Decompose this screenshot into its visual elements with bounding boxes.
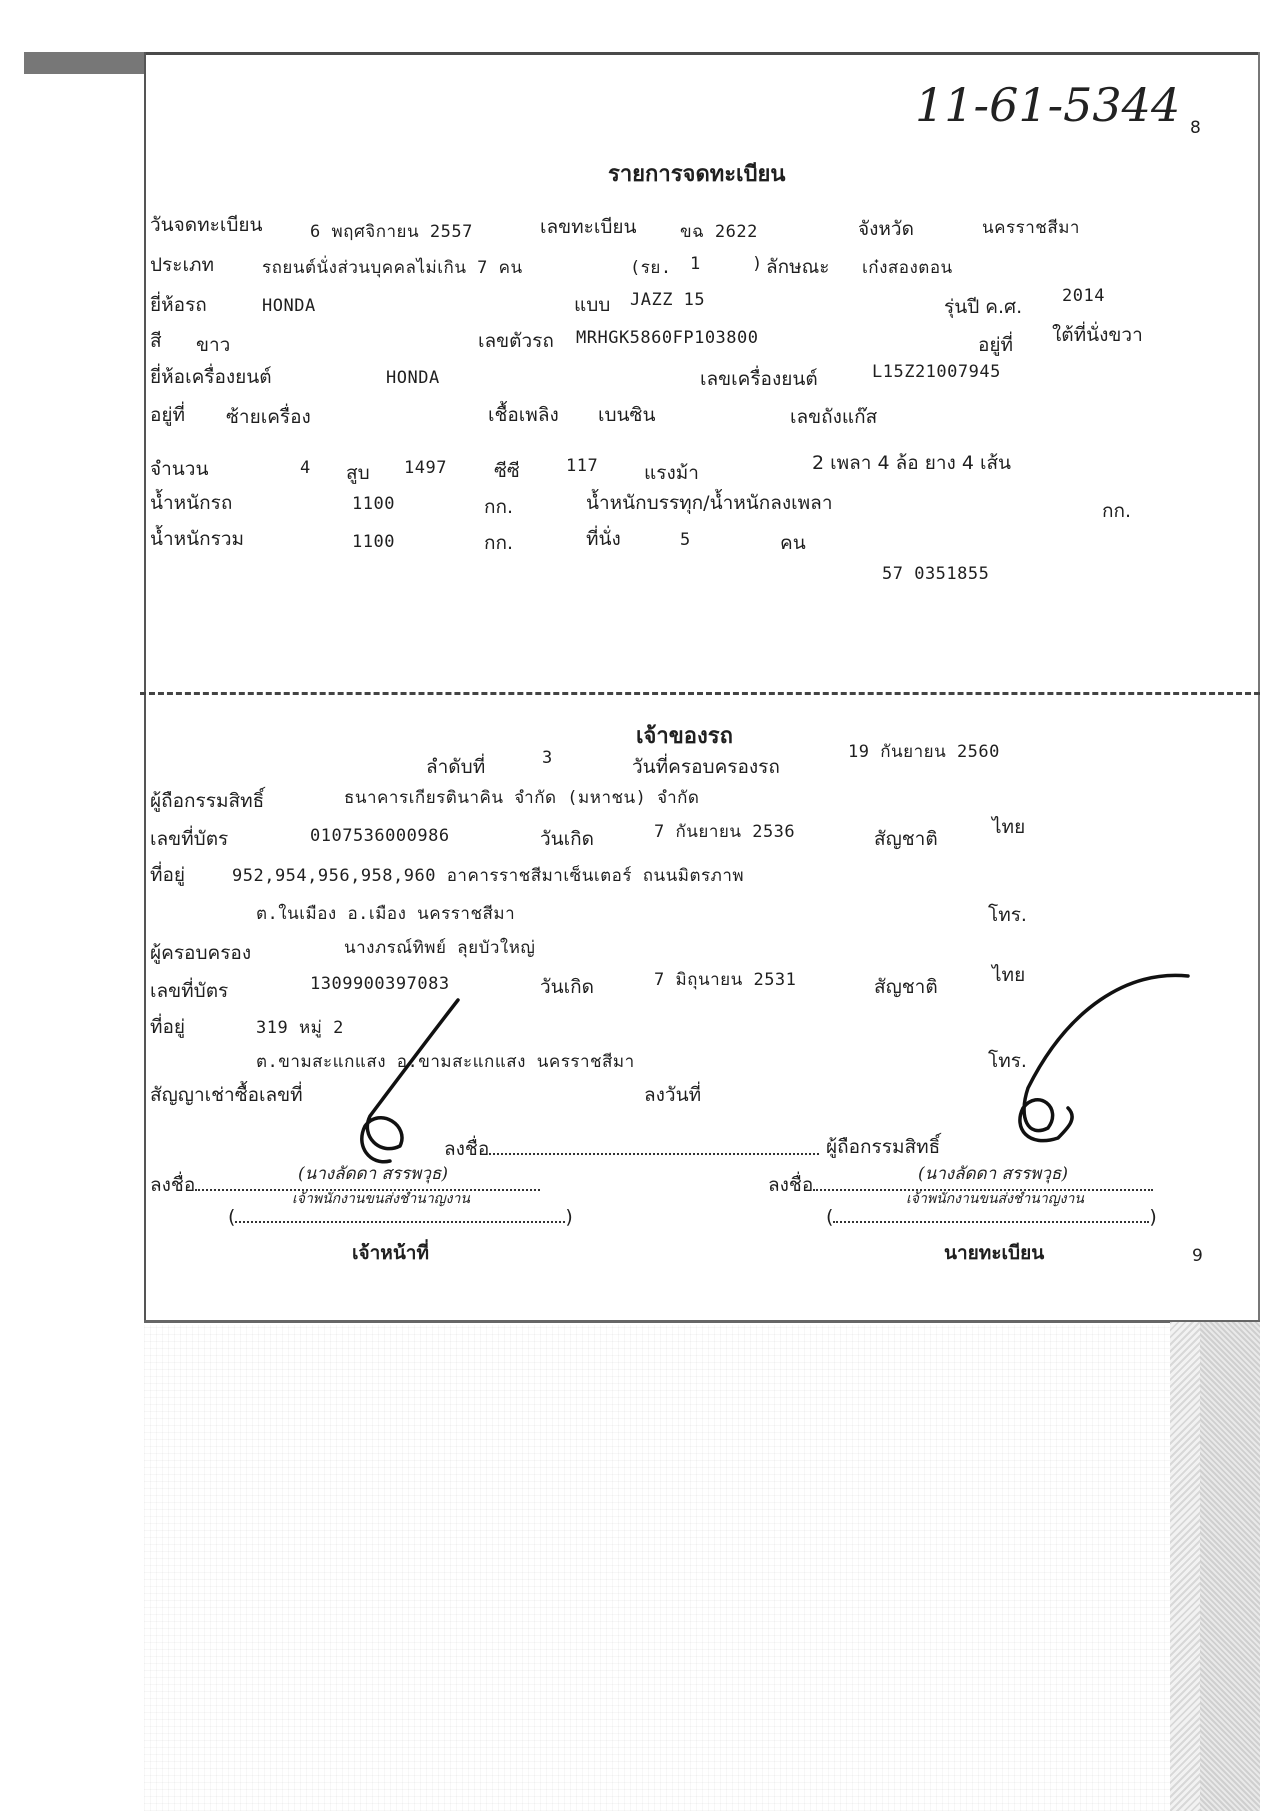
right-signature (968, 968, 1198, 1168)
right-official-name: (นางลัดดา สรรพวุธ) (918, 1164, 1068, 1184)
holder-nationality-label: สัญชาติ (874, 976, 938, 998)
holder-value: นางภรณ์ทิพย์ ลุยบัวใหญ่ (344, 938, 536, 958)
owner-id-value: 0107536000986 (310, 826, 450, 846)
reg-no-label: เลขทะเบียน (540, 216, 637, 238)
persons-label: คน (780, 532, 806, 554)
owner-birth-value: 7 กันยายน 2536 (654, 822, 796, 842)
engine-no-value: L15Z21007945 (872, 362, 1001, 382)
section-divider (140, 692, 1260, 695)
owner-sign-label: ลงชื่อ (444, 1134, 819, 1164)
seats-value: 5 (680, 530, 691, 550)
engine-no-label: เลขเครื่องยนต์ (700, 368, 818, 390)
holder-nationality-value: ไทย (992, 964, 1026, 986)
brand-value: HONDA (262, 296, 316, 316)
weight-label: น้ำหนักรถ (150, 492, 233, 514)
fuel-label: เชื้อเพลิง (488, 404, 559, 426)
left-paren-line: ( ) (228, 1206, 573, 1228)
holder-birth-value: 7 มิถุนายน 2531 (654, 970, 797, 990)
owner-nationality-value: ไทย (992, 816, 1026, 838)
cc-label: ซีซี (494, 460, 520, 482)
right-sign-label: ลงชื่อ (768, 1170, 1153, 1200)
scan-gray-block (1200, 1322, 1260, 1811)
owner-id-label: เลขที่บัตร (150, 828, 229, 850)
color-label: สี (150, 330, 162, 352)
type-value: รถยนต์นั่งส่วนบุคคลไม่เกิน 7 คน (262, 258, 523, 278)
holder-address-line2: ต.ขามสะแกแสง อ.ขามสะแกแสง นครราชสีมา (256, 1052, 635, 1072)
model-value: JAZZ 15 (630, 290, 706, 310)
engine-brand-label: ยี่ห้อเครื่องยนต์ (150, 366, 272, 388)
reg-date-value: 6 พฤศจิกายน 2557 (310, 222, 473, 242)
owner-birth-label: วันเกิด (540, 828, 594, 850)
scan-gray-edge (1170, 1322, 1200, 1811)
right-paren-line: ( ) (826, 1206, 1157, 1228)
year-value: 2014 (1062, 286, 1105, 306)
chassis-location-label: อยู่ที่ (978, 334, 1014, 356)
chassis-location-value: ใต้ที่นั่งขวา (1052, 324, 1143, 346)
section-title-registration: รายการจดทะเบียน (608, 162, 786, 187)
owner-nationality-label: สัญชาติ (874, 828, 938, 850)
reg-no-value: ขฉ 2622 (680, 222, 758, 242)
style-value: เก๋งสองตอน (862, 258, 953, 278)
order-value: 3 (542, 748, 553, 768)
handwritten-case-number: 11-61-5344 (915, 78, 1181, 132)
axles-value: 2 เพลา 4 ล้อ ยาง 4 เส้น (812, 452, 1012, 474)
owner-value: ธนาคารเกียรตินาคิน จำกัด (มหาชน) จำกัด (344, 788, 700, 808)
year-label: รุ่นปี ค.ศ. (944, 296, 1023, 318)
engine-location-label: อยู่ที่ (150, 404, 186, 426)
cc-value: 117 (566, 456, 599, 476)
holder-tel-label: โทร. (988, 1050, 1027, 1072)
owner-address-label: ที่อยู่ (150, 864, 186, 886)
possession-date-value: 19 กันยายน 2560 (848, 742, 1000, 762)
holder-birth-label: วันเกิด (540, 976, 594, 998)
cylinder-value: 1497 (404, 458, 447, 478)
page-left-border (144, 52, 146, 1322)
page-top-border (144, 52, 1260, 55)
owner-tel-label: โทร. (988, 904, 1027, 926)
type-label: ประเภท (150, 254, 215, 276)
count-value: 4 (300, 458, 311, 478)
owner-sign-suffix: ผู้ถือกรรมสิทธิ์ (826, 1136, 941, 1158)
owner-address-line2: ต.ในเมือง อ.เมือง นครราชสีมา (256, 904, 516, 924)
holder-id-label: เลขที่บัตร (150, 980, 229, 1002)
right-official-position: เจ้าพนักงานขนส่งชำนาญงาน (906, 1191, 1084, 1207)
page-bottom-border (144, 1320, 1260, 1323)
holder-address-label: ที่อยู่ (150, 1016, 186, 1038)
province-value: นครราชสีมา (982, 218, 1080, 238)
left-signature (340, 996, 480, 1176)
brand-label: ยี่ห้อรถ (150, 294, 207, 316)
total-weight-label: น้ำหนักรวม (150, 528, 245, 550)
right-official-title: นายทะเบียน (944, 1242, 1045, 1264)
page-number-bottom: 9 (1192, 1246, 1203, 1266)
reg-date-label: วันจดทะเบียน (150, 214, 263, 236)
weight-unit: กก. (484, 496, 514, 518)
total-weight-unit: กก. (484, 532, 514, 554)
chassis-value: MRHGK5860FP103800 (576, 328, 759, 348)
type-code-open: (รย. (630, 258, 672, 278)
page-right-border (1258, 52, 1260, 1322)
holder-label: ผู้ครอบครอง (150, 942, 252, 964)
chassis-label: เลขตัวรถ (478, 330, 554, 352)
contract-number-label: สัญญาเช่าซื้อเลขที่ (150, 1084, 303, 1106)
seats-label: ที่นั่ง (586, 528, 621, 550)
holder-id-value: 1309900397083 (310, 974, 450, 994)
engine-brand-value: HONDA (386, 368, 440, 388)
count-label: จำนวน (150, 458, 209, 480)
weight-value: 1100 (352, 494, 395, 514)
holder-address-value: 319 หมู่ 2 (256, 1018, 344, 1038)
cylinder-label: สูบ (346, 462, 370, 484)
page-number-top: 8 (1190, 118, 1201, 138)
order-label: ลำดับที่ (426, 756, 486, 778)
scan-noise-area (144, 1325, 1170, 1811)
color-value: ขาว (196, 334, 231, 356)
scan-edge-strip (24, 52, 144, 74)
gas-tank-label: เลขถังแก๊ส (790, 406, 878, 428)
possession-date-label: วันที่ครอบครองรถ (632, 756, 780, 778)
owner-label: ผู้ถือกรรมสิทธิ์ (150, 790, 265, 812)
hp-label: แรงม้า (644, 462, 699, 484)
left-official-name: (นางลัดดา สรรพวุธ) (298, 1164, 448, 1184)
serial-number: 57 0351855 (882, 564, 990, 584)
owner-address-value: 952,954,956,958,960 อาคารราชสีมาเซ็นเตอร์ ถนนมิตรภาพ (232, 866, 745, 886)
type-code-close: ) (752, 254, 763, 274)
fuel-value: เบนซิน (598, 404, 656, 426)
style-label: ลักษณะ (766, 256, 830, 278)
left-official-position: เจ้าพนักงานขนส่งชำนาญงาน (292, 1191, 470, 1207)
left-sign-label: ลงชื่อ (150, 1170, 540, 1200)
load-unit: กก. (1102, 500, 1132, 522)
model-label: แบบ (574, 294, 611, 316)
total-weight-value: 1100 (352, 532, 395, 552)
province-label: จังหวัด (858, 218, 914, 240)
engine-location-value: ซ้ายเครื่อง (226, 406, 311, 428)
left-official-title: เจ้าหน้าที่ (352, 1242, 430, 1264)
signed-date-label: ลงวันที่ (644, 1084, 702, 1106)
load-label: น้ำหนักบรรทุก/น้ำหนักลงเพลา (586, 492, 833, 514)
section-title-owner: เจ้าของรถ (636, 724, 733, 749)
type-code-value: 1 (690, 254, 701, 274)
